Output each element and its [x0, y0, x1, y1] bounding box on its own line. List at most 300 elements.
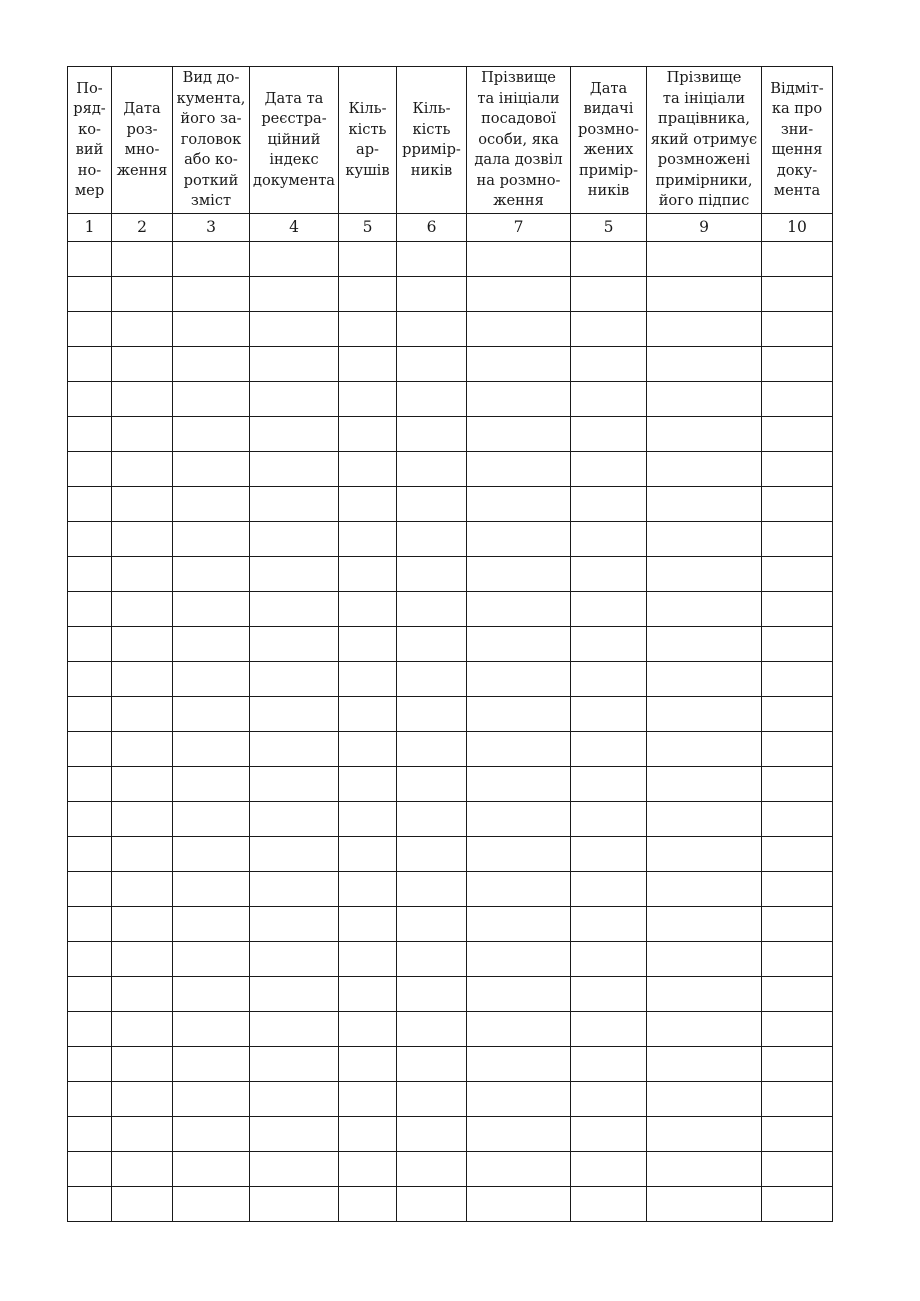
table-cell[interactable] — [68, 1012, 112, 1047]
table-cell[interactable] — [173, 382, 250, 417]
table-cell[interactable] — [173, 627, 250, 662]
table-cell[interactable] — [173, 312, 250, 347]
table-cell[interactable] — [339, 1012, 397, 1047]
table-cell[interactable] — [112, 977, 173, 1012]
table-cell[interactable] — [467, 487, 571, 522]
table-cell[interactable] — [647, 872, 762, 907]
table-cell[interactable] — [467, 592, 571, 627]
table-cell[interactable] — [339, 872, 397, 907]
table-cell[interactable] — [397, 942, 467, 977]
table-cell[interactable] — [647, 242, 762, 277]
table-cell[interactable] — [762, 417, 833, 452]
table-cell[interactable] — [571, 382, 647, 417]
table-cell[interactable] — [762, 522, 833, 557]
table-cell[interactable] — [339, 242, 397, 277]
table-cell[interactable] — [397, 697, 467, 732]
table-cell[interactable] — [467, 1012, 571, 1047]
table-cell[interactable] — [647, 1117, 762, 1152]
table-cell[interactable] — [339, 1187, 397, 1222]
table-cell[interactable] — [647, 417, 762, 452]
table-cell[interactable] — [112, 767, 173, 802]
table-cell[interactable] — [250, 837, 339, 872]
table-cell[interactable] — [173, 452, 250, 487]
table-cell[interactable] — [250, 522, 339, 557]
table-cell[interactable] — [68, 837, 112, 872]
table-cell[interactable] — [173, 697, 250, 732]
table-cell[interactable] — [397, 802, 467, 837]
table-cell[interactable] — [467, 977, 571, 1012]
table-row — [68, 697, 833, 732]
column-number: 3 — [173, 214, 250, 242]
table-cell[interactable] — [339, 732, 397, 767]
table-cell[interactable] — [339, 522, 397, 557]
table-cell[interactable] — [68, 522, 112, 557]
header-cell-authorizing-official: Прізвище та ініціали посадової особи, яка дала дозвіл на розмно- ження — [467, 67, 571, 214]
table-cell[interactable] — [571, 452, 647, 487]
table-cell[interactable] — [397, 837, 467, 872]
table-cell[interactable] — [467, 522, 571, 557]
table-cell[interactable] — [173, 977, 250, 1012]
table-cell[interactable] — [397, 732, 467, 767]
table-cell[interactable] — [397, 592, 467, 627]
table-cell[interactable] — [397, 627, 467, 662]
table-cell[interactable] — [339, 382, 397, 417]
table-cell[interactable] — [112, 697, 173, 732]
table-cell[interactable] — [571, 277, 647, 312]
table-cell[interactable] — [397, 557, 467, 592]
table-row — [68, 382, 833, 417]
table-cell[interactable] — [112, 277, 173, 312]
table-cell[interactable] — [467, 1117, 571, 1152]
table-cell[interactable] — [397, 242, 467, 277]
table-cell[interactable] — [339, 1117, 397, 1152]
table-cell[interactable] — [397, 487, 467, 522]
table-cell[interactable] — [647, 557, 762, 592]
table-cell[interactable] — [112, 1187, 173, 1222]
table-row — [68, 837, 833, 872]
header-row — [68, 67, 833, 214]
table-cell[interactable] — [467, 767, 571, 802]
table-cell[interactable] — [467, 277, 571, 312]
table-cell[interactable] — [250, 452, 339, 487]
table-cell[interactable] — [68, 1082, 112, 1117]
table-cell[interactable] — [339, 312, 397, 347]
table-cell[interactable] — [647, 1012, 762, 1047]
table-cell[interactable] — [762, 452, 833, 487]
table-cell[interactable] — [397, 1187, 467, 1222]
table-cell[interactable] — [571, 1152, 647, 1187]
table-row — [68, 802, 833, 837]
table-cell[interactable] — [571, 1047, 647, 1082]
table-cell[interactable] — [68, 1187, 112, 1222]
table-cell[interactable] — [250, 1187, 339, 1222]
table-cell[interactable] — [647, 837, 762, 872]
table-cell[interactable] — [571, 1117, 647, 1152]
table-cell[interactable] — [112, 802, 173, 837]
table-cell[interactable] — [647, 382, 762, 417]
table-cell[interactable] — [173, 1187, 250, 1222]
table-cell[interactable] — [339, 1082, 397, 1117]
table-cell[interactable] — [339, 977, 397, 1012]
table-cell[interactable] — [762, 487, 833, 522]
table-cell[interactable] — [339, 627, 397, 662]
table-cell[interactable] — [571, 242, 647, 277]
table-cell[interactable] — [467, 872, 571, 907]
table-cell[interactable] — [571, 487, 647, 522]
table-cell[interactable] — [339, 802, 397, 837]
table-cell[interactable] — [173, 872, 250, 907]
table-cell[interactable] — [250, 662, 339, 697]
table-cell[interactable] — [250, 592, 339, 627]
table-cell[interactable] — [68, 592, 112, 627]
table-cell[interactable] — [762, 382, 833, 417]
table-cell[interactable] — [571, 872, 647, 907]
table-cell[interactable] — [571, 837, 647, 872]
table-cell[interactable] — [397, 1117, 467, 1152]
table-cell[interactable] — [68, 627, 112, 662]
header-cell-copy-count: Кіль- кість pримір- ників — [397, 67, 467, 214]
table-cell[interactable] — [250, 1012, 339, 1047]
table-cell[interactable] — [647, 907, 762, 942]
table-cell[interactable] — [467, 907, 571, 942]
table-cell[interactable] — [250, 697, 339, 732]
table-cell[interactable] — [250, 1082, 339, 1117]
table-cell[interactable] — [467, 382, 571, 417]
table-cell[interactable] — [571, 1082, 647, 1117]
table-cell[interactable] — [339, 487, 397, 522]
table-cell[interactable] — [571, 347, 647, 382]
table-cell[interactable] — [339, 662, 397, 697]
table-cell[interactable] — [397, 1047, 467, 1082]
table-cell[interactable] — [467, 557, 571, 592]
table-cell[interactable] — [112, 1117, 173, 1152]
table-cell[interactable] — [250, 1152, 339, 1187]
table-cell[interactable] — [173, 907, 250, 942]
table-cell[interactable] — [112, 907, 173, 942]
table-cell[interactable] — [339, 347, 397, 382]
table-cell[interactable] — [250, 767, 339, 802]
header-cell-sheet-count: Кіль- кість ар- кушів — [339, 67, 397, 214]
table-cell[interactable] — [571, 627, 647, 662]
table-cell[interactable] — [68, 1117, 112, 1152]
table-row — [68, 627, 833, 662]
table-cell[interactable] — [467, 837, 571, 872]
table-cell[interactable] — [762, 1152, 833, 1187]
table-cell[interactable] — [762, 312, 833, 347]
table-cell[interactable] — [762, 1047, 833, 1082]
table-row — [68, 767, 833, 802]
table-cell[interactable] — [173, 732, 250, 767]
table-cell[interactable] — [397, 417, 467, 452]
table-cell[interactable] — [339, 592, 397, 627]
header-cell-recipient-signature: Прізвище та ініціали працівника, який отримує розмножені примірники, його підпис — [647, 67, 762, 214]
table-cell[interactable] — [647, 592, 762, 627]
table-cell[interactable] — [647, 1152, 762, 1187]
table-cell[interactable] — [397, 1012, 467, 1047]
table-cell[interactable] — [339, 697, 397, 732]
table-cell[interactable] — [250, 277, 339, 312]
table-cell[interactable] — [173, 242, 250, 277]
table-cell[interactable] — [339, 1047, 397, 1082]
table-cell[interactable] — [647, 977, 762, 1012]
table-cell[interactable] — [339, 557, 397, 592]
table-cell[interactable] — [397, 312, 467, 347]
table-cell[interactable] — [173, 522, 250, 557]
table-cell[interactable] — [112, 942, 173, 977]
table-cell[interactable] — [112, 592, 173, 627]
table-cell[interactable] — [68, 242, 112, 277]
table-cell[interactable] — [250, 382, 339, 417]
table-cell[interactable] — [173, 277, 250, 312]
table-cell[interactable] — [173, 557, 250, 592]
table-cell[interactable] — [173, 802, 250, 837]
table-cell[interactable] — [112, 627, 173, 662]
table-cell[interactable] — [339, 767, 397, 802]
table-cell[interactable] — [250, 627, 339, 662]
column-number: 10 — [762, 214, 833, 242]
table-cell[interactable] — [647, 1187, 762, 1222]
table-cell[interactable] — [571, 312, 647, 347]
table-cell[interactable] — [397, 767, 467, 802]
table-cell[interactable] — [112, 312, 173, 347]
table-cell[interactable] — [647, 802, 762, 837]
table-cell[interactable] — [647, 452, 762, 487]
table-cell[interactable] — [467, 1047, 571, 1082]
table-cell[interactable] — [762, 837, 833, 872]
table-row — [68, 347, 833, 382]
table-cell[interactable] — [68, 907, 112, 942]
table-cell[interactable] — [339, 452, 397, 487]
table-cell[interactable] — [762, 277, 833, 312]
table-cell[interactable] — [339, 942, 397, 977]
table-cell[interactable] — [571, 1012, 647, 1047]
table-cell[interactable] — [397, 662, 467, 697]
table-cell[interactable] — [647, 1082, 762, 1117]
table-cell[interactable] — [467, 732, 571, 767]
table-row — [68, 872, 833, 907]
table-cell[interactable] — [647, 627, 762, 662]
table-cell[interactable] — [112, 417, 173, 452]
table-cell[interactable] — [762, 1117, 833, 1152]
table-cell[interactable] — [250, 1117, 339, 1152]
table-cell[interactable] — [250, 1047, 339, 1082]
table-cell[interactable] — [647, 347, 762, 382]
table-cell[interactable] — [571, 732, 647, 767]
table-cell[interactable] — [571, 557, 647, 592]
table-cell[interactable] — [762, 347, 833, 382]
table-cell[interactable] — [647, 732, 762, 767]
table-cell[interactable] — [173, 662, 250, 697]
table-cell[interactable] — [571, 662, 647, 697]
table-cell[interactable] — [112, 382, 173, 417]
table-cell[interactable] — [250, 802, 339, 837]
table-cell[interactable] — [467, 347, 571, 382]
table-row — [68, 487, 833, 522]
table-cell[interactable] — [571, 907, 647, 942]
table-cell[interactable] — [397, 382, 467, 417]
table-cell[interactable] — [68, 312, 112, 347]
table-cell[interactable] — [250, 487, 339, 522]
table-cell[interactable] — [68, 277, 112, 312]
table-cell[interactable] — [467, 662, 571, 697]
table-cell[interactable] — [250, 417, 339, 452]
table-cell[interactable] — [339, 837, 397, 872]
table-cell[interactable] — [467, 452, 571, 487]
table-cell[interactable] — [173, 1082, 250, 1117]
table-cell[interactable] — [467, 1082, 571, 1117]
table-cell[interactable] — [571, 522, 647, 557]
table-cell[interactable] — [68, 977, 112, 1012]
table-cell[interactable] — [112, 1152, 173, 1187]
table-cell[interactable] — [250, 557, 339, 592]
column-number-row — [68, 214, 833, 242]
table-cell[interactable] — [68, 417, 112, 452]
table-cell[interactable] — [68, 1047, 112, 1082]
table-cell[interactable] — [397, 522, 467, 557]
table-cell[interactable] — [467, 942, 571, 977]
table-cell[interactable] — [762, 697, 833, 732]
table-cell[interactable] — [112, 522, 173, 557]
table-cell[interactable] — [68, 382, 112, 417]
table-cell[interactable] — [647, 942, 762, 977]
table-cell[interactable] — [68, 452, 112, 487]
table-cell[interactable] — [112, 1082, 173, 1117]
table-row — [68, 242, 833, 277]
table-cell[interactable] — [112, 872, 173, 907]
table-cell[interactable] — [647, 487, 762, 522]
table-cell[interactable] — [112, 837, 173, 872]
table-cell[interactable] — [173, 417, 250, 452]
table-cell[interactable] — [571, 1187, 647, 1222]
table-cell[interactable] — [571, 592, 647, 627]
table-cell[interactable] — [762, 767, 833, 802]
table-cell[interactable] — [467, 417, 571, 452]
table-cell[interactable] — [762, 942, 833, 977]
table-cell[interactable] — [250, 977, 339, 1012]
table-cell[interactable] — [397, 907, 467, 942]
table-cell[interactable] — [467, 802, 571, 837]
table-cell[interactable] — [68, 732, 112, 767]
table-cell[interactable] — [467, 627, 571, 662]
table-cell[interactable] — [68, 557, 112, 592]
table-cell[interactable] — [762, 662, 833, 697]
table-cell[interactable] — [397, 452, 467, 487]
table-cell[interactable] — [647, 662, 762, 697]
table-cell[interactable] — [173, 347, 250, 382]
table-cell[interactable] — [339, 907, 397, 942]
table-cell[interactable] — [762, 1187, 833, 1222]
table-cell[interactable] — [571, 977, 647, 1012]
table-cell[interactable] — [68, 487, 112, 522]
table-cell[interactable] — [762, 732, 833, 767]
table-cell[interactable] — [762, 242, 833, 277]
table-cell[interactable] — [647, 767, 762, 802]
table-cell[interactable] — [250, 942, 339, 977]
table-cell[interactable] — [762, 872, 833, 907]
table-cell[interactable] — [467, 1152, 571, 1187]
table-cell[interactable] — [397, 977, 467, 1012]
table-cell[interactable] — [571, 417, 647, 452]
table-cell[interactable] — [250, 732, 339, 767]
table-cell[interactable] — [647, 1047, 762, 1082]
table-cell[interactable] — [173, 942, 250, 977]
table-cell[interactable] — [250, 312, 339, 347]
table-cell[interactable] — [467, 312, 571, 347]
table-cell[interactable] — [112, 557, 173, 592]
table-cell[interactable] — [762, 1012, 833, 1047]
table-cell[interactable] — [397, 347, 467, 382]
table-cell[interactable] — [250, 907, 339, 942]
table-cell[interactable] — [339, 277, 397, 312]
header-cell-sequence-number: По- ряд- ко- вий но- мер — [68, 67, 112, 214]
table-cell[interactable] — [762, 907, 833, 942]
table-cell[interactable] — [68, 767, 112, 802]
table-cell[interactable] — [762, 627, 833, 662]
table-cell[interactable] — [68, 697, 112, 732]
table-cell[interactable] — [112, 1047, 173, 1082]
table-cell[interactable] — [68, 942, 112, 977]
table-cell[interactable] — [339, 1152, 397, 1187]
table-cell[interactable] — [112, 347, 173, 382]
table-cell[interactable] — [112, 487, 173, 522]
table-cell[interactable] — [762, 592, 833, 627]
table-cell[interactable] — [173, 592, 250, 627]
table-cell[interactable] — [68, 347, 112, 382]
table-cell[interactable] — [647, 697, 762, 732]
table-cell[interactable] — [250, 242, 339, 277]
table-cell[interactable] — [647, 312, 762, 347]
table-cell[interactable] — [571, 942, 647, 977]
table-cell[interactable] — [250, 872, 339, 907]
table-cell[interactable] — [112, 242, 173, 277]
table-cell[interactable] — [397, 1082, 467, 1117]
table-cell[interactable] — [762, 802, 833, 837]
table-cell[interactable] — [762, 977, 833, 1012]
table-cell[interactable] — [112, 662, 173, 697]
register-body — [68, 242, 833, 1222]
table-cell[interactable] — [68, 1152, 112, 1187]
table-cell[interactable] — [467, 697, 571, 732]
table-cell[interactable] — [173, 1152, 250, 1187]
table-cell[interactable] — [397, 277, 467, 312]
table-cell[interactable] — [571, 697, 647, 732]
table-cell[interactable] — [112, 1012, 173, 1047]
table-cell[interactable] — [112, 732, 173, 767]
table-cell[interactable] — [647, 522, 762, 557]
table-cell[interactable] — [571, 767, 647, 802]
table-cell[interactable] — [397, 1152, 467, 1187]
table-cell[interactable] — [762, 1082, 833, 1117]
table-cell[interactable] — [467, 1187, 571, 1222]
table-cell[interactable] — [173, 767, 250, 802]
table-cell[interactable] — [68, 662, 112, 697]
table-cell[interactable] — [467, 242, 571, 277]
table-cell[interactable] — [762, 557, 833, 592]
table-cell[interactable] — [112, 452, 173, 487]
table-cell[interactable] — [397, 872, 467, 907]
table-cell[interactable] — [647, 277, 762, 312]
table-cell[interactable] — [173, 487, 250, 522]
table-cell[interactable] — [173, 1047, 250, 1082]
table-cell[interactable] — [571, 802, 647, 837]
table-cell[interactable] — [173, 1117, 250, 1152]
table-cell[interactable] — [173, 1012, 250, 1047]
table-cell[interactable] — [339, 417, 397, 452]
table-cell[interactable] — [68, 872, 112, 907]
table-cell[interactable] — [250, 347, 339, 382]
table-cell[interactable] — [173, 837, 250, 872]
table-cell[interactable] — [68, 802, 112, 837]
